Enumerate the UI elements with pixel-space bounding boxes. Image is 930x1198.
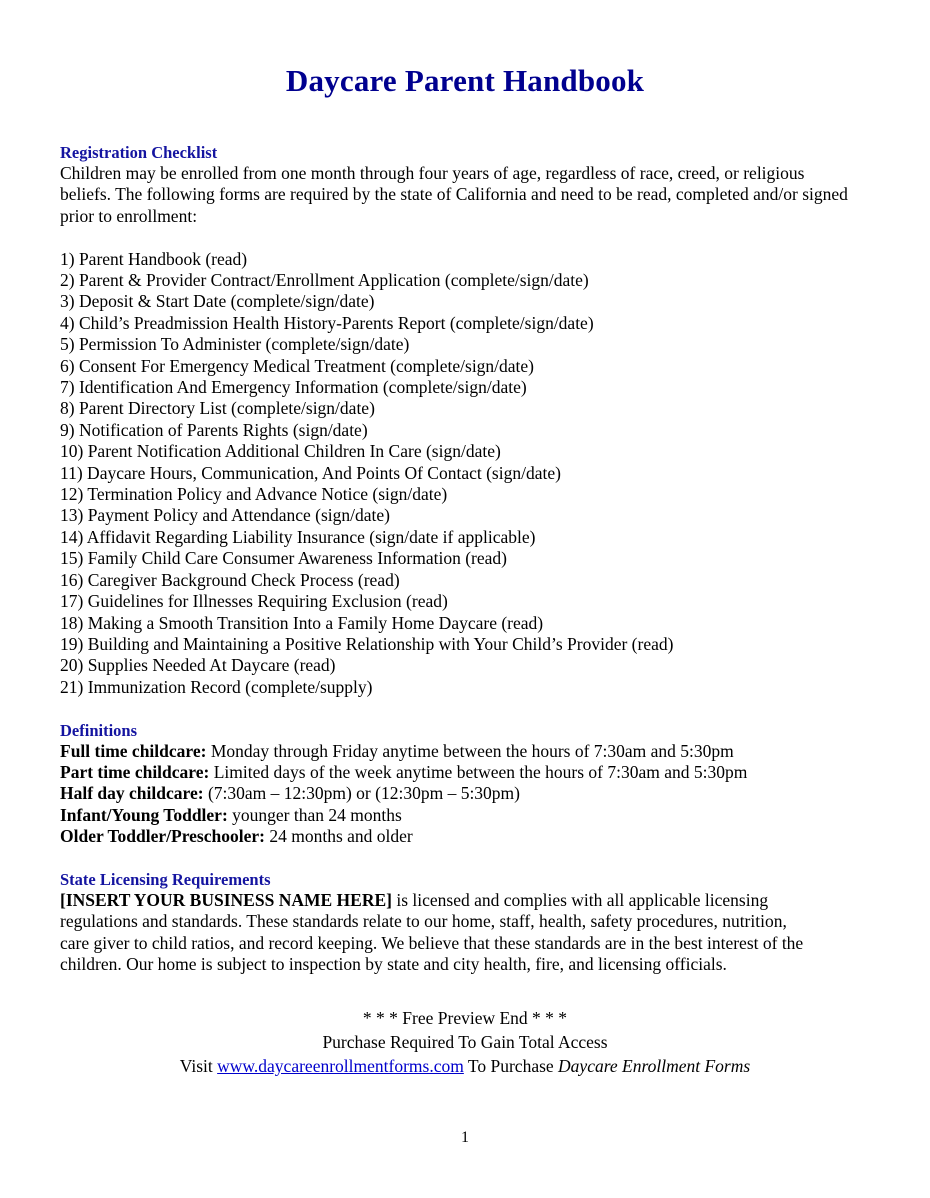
definition-entry xyxy=(60,826,848,847)
definition-term: Half day childcare: xyxy=(60,783,204,804)
free-preview-end-text: * * * Free Preview End * * * xyxy=(362,1008,568,1028)
page-number: 1 xyxy=(461,1129,469,1146)
spacer-before-licensing xyxy=(60,848,848,869)
list-item: 11) Daycare Hours, Communication, And Points Of Contact (sign/date) xyxy=(60,462,561,483)
list-item: 2) Parent & Provider Contract/Enrollment Application (complete/sign/date) xyxy=(60,270,589,291)
list-item: 5) Permission To Administer (complete/sign/date) xyxy=(60,334,410,355)
list-item: 13) Payment Policy and Attendance (sign/date) xyxy=(60,505,390,526)
document-body xyxy=(60,142,848,976)
definition-description: Monday through Friday anytime between the hours of 7:30am and 5:30pm xyxy=(206,740,734,761)
definition-description: younger than 24 months xyxy=(227,804,402,825)
visit-line xyxy=(0,1054,930,1078)
business-name-placeholder: [INSERT YOUR BUSINESS NAME HERE] xyxy=(60,889,392,910)
definition-description: Limited days of the week anytime between the hours of 7:30am and 5:30pm xyxy=(209,761,748,782)
definition-description: 24 months and older xyxy=(264,826,413,847)
definition-entry xyxy=(60,762,848,783)
definition-term: Older Toddler/Preschooler: xyxy=(60,826,265,847)
list-item: 21) Immunization Record (complete/supply) xyxy=(60,676,373,697)
list-item: 4) Child’s Preadmission Health History-Parents Report (complete/sign/date) xyxy=(60,312,594,333)
definition-entry xyxy=(60,783,848,804)
list-item: 15) Family Child Care Consumer Awareness Information (read) xyxy=(60,548,507,569)
definition-entry xyxy=(60,805,848,826)
list-item: 16) Caregiver Background Check Process (read) xyxy=(60,569,400,590)
section-heading-registration-checklist: Registration Checklist xyxy=(60,143,218,162)
purchase-required-text: Purchase Required To Gain Total Access xyxy=(322,1032,608,1052)
definition-term: Part time childcare: xyxy=(60,761,210,782)
list-item: 20) Supplies Needed At Daycare (read) xyxy=(60,655,336,676)
list-item: 3) Deposit & Start Date (complete/sign/date) xyxy=(60,291,375,312)
list-item: 19) Building and Maintaining a Positive Relationship with Your Child’s Provider (read) xyxy=(60,633,674,654)
page-title: Daycare Parent Handbook xyxy=(285,63,645,98)
spacer-before-definitions xyxy=(60,698,848,719)
list-item: 1) Parent Handbook (read) xyxy=(60,248,248,269)
list-item: 12) Termination Policy and Advance Notice (sign/date) xyxy=(60,484,448,505)
licensing-paragraph-text: is licensed and complies with all applicable licensing regulations and standards. These standards relate to our home, staff, health, safety procedures, nutrition, care giver to child ratios, and record keeping. We believe that these standards are in the best interest of the children. Our home is subject to inspection by state and city health, fire, and licensing officials. xyxy=(60,889,804,975)
list-item: 10) Parent Notification Additional Children In Care (sign/date) xyxy=(60,441,501,462)
registration-checklist-list xyxy=(60,249,848,699)
list-item: 17) Guidelines for Illnesses Requiring Exclusion (read) xyxy=(60,591,448,612)
definition-term: Infant/Young Toddler: xyxy=(60,804,228,825)
website-link[interactable]: www.daycareenrollmentforms.com xyxy=(217,1056,464,1076)
footer-preview-notice xyxy=(0,1006,930,1078)
list-item: 14) Affidavit Regarding Liability Insurance (sign/date if applicable) xyxy=(60,526,536,547)
section-heading-definitions: Definitions xyxy=(60,720,138,740)
definition-description: (7:30am – 12:30pm) or (12:30pm – 5:30pm) xyxy=(203,783,520,804)
registration-intro-paragraph: Children may be enrolled from one month through four years of age, regardless of race, creed, or religious beliefs. The following forms are required by the state of California and need to be read, completed and/or signed prior to enrollment: xyxy=(60,163,848,226)
definition-term: Full time childcare: xyxy=(60,740,207,761)
product-name-text: Daycare Enrollment Forms xyxy=(558,1056,751,1076)
list-item: 6) Consent For Emergency Medical Treatment (complete/sign/date) xyxy=(60,355,535,376)
visit-prefix-text: Visit xyxy=(179,1056,218,1076)
definition-entry xyxy=(60,741,848,762)
section-heading-state-licensing-requirements: State Licensing Requirements xyxy=(60,869,271,889)
list-item: 18) Making a Smooth Transition Into a Family Home Daycare (read) xyxy=(60,612,544,633)
list-item: 8) Parent Directory List (complete/sign/date) xyxy=(60,398,375,419)
visit-middle-text: To Purchase xyxy=(463,1056,559,1076)
list-item: 9) Notification of Parents Rights (sign/date) xyxy=(60,419,368,440)
spacer-before-list xyxy=(60,227,848,248)
licensing-paragraph xyxy=(60,890,820,976)
list-item: 7) Identification And Emergency Information (complete/sign/date) xyxy=(60,377,527,398)
